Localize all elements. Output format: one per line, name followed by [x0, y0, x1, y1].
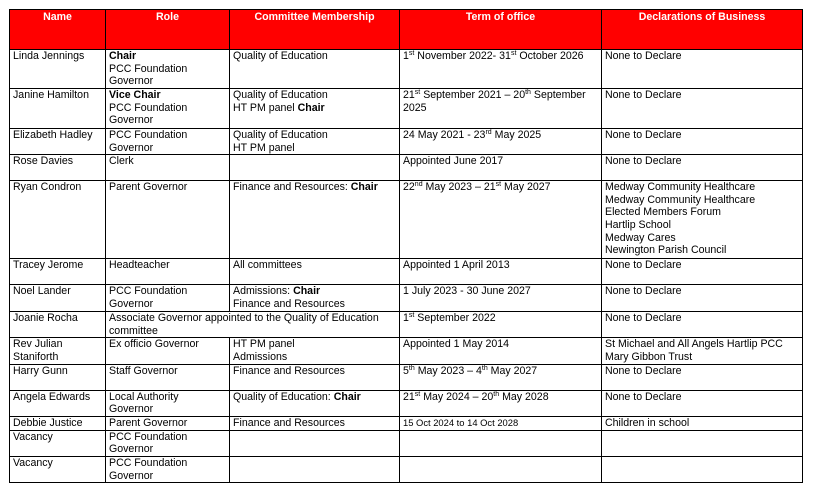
term-text: October 2026 — [516, 50, 584, 62]
role-text: PCC Foundation — [109, 62, 188, 75]
cell-declarations — [602, 89, 803, 129]
role-text: Governor — [109, 114, 154, 127]
cell-term — [400, 129, 602, 155]
term-ordinal: st — [495, 181, 502, 189]
term-text: September 2021 – 20 — [420, 89, 526, 101]
committee-text: Quality of Education — [233, 89, 328, 101]
role-line — [109, 285, 226, 298]
term-text: 1 — [403, 50, 409, 62]
cell-role — [106, 89, 230, 129]
role-text: Governor — [109, 75, 154, 88]
committee-line — [233, 50, 396, 63]
term-ordinal: th — [525, 89, 531, 96]
term-ordinal: th — [481, 364, 488, 372]
role-line — [109, 298, 226, 311]
role-text: Governor — [109, 443, 154, 456]
header-name: Name — [10, 10, 106, 50]
role-line — [109, 443, 226, 456]
table-row — [10, 456, 803, 482]
term-ordinal: th — [493, 390, 500, 398]
table-row — [10, 50, 803, 89]
committee-line — [233, 391, 396, 404]
term-ordinal: st — [408, 312, 415, 320]
term-text: May 2028 — [499, 390, 549, 403]
committee-line — [233, 298, 396, 311]
cell-committee — [230, 364, 400, 390]
table-row — [10, 259, 803, 285]
cell-term — [400, 338, 602, 364]
committee-text: Finance and Resources: — [233, 181, 351, 194]
role-text: Governor — [109, 141, 154, 154]
cell-declarations — [602, 430, 803, 456]
role-text: Governor — [109, 297, 154, 310]
committee-line — [233, 338, 396, 351]
cell-name: Rose Davies — [10, 155, 106, 181]
cell-role — [106, 129, 230, 155]
cell-committee — [230, 89, 400, 129]
declaration-line: None to Declare — [605, 50, 682, 62]
cell-term — [400, 50, 602, 89]
header-term: Term of office — [400, 10, 602, 50]
role-text: Local Authority — [109, 390, 179, 403]
committee-text: HT PM panel — [233, 101, 298, 114]
cell-term — [400, 89, 602, 129]
role-line — [109, 89, 226, 102]
cell-role — [106, 285, 230, 312]
declaration-line: None to Declare — [605, 285, 682, 298]
role-text: PCC Foundation — [109, 129, 188, 141]
role-line — [109, 391, 226, 404]
role-text: Headteacher — [109, 259, 170, 272]
role-line — [109, 181, 226, 194]
cell-name: Janine Hamilton — [10, 89, 106, 129]
cell-term — [400, 364, 602, 390]
cell-name: Ryan Condron — [10, 181, 106, 259]
role-line — [109, 259, 226, 272]
cell-committee — [230, 416, 400, 430]
cell-role — [106, 50, 230, 89]
term-ordinal: nd — [414, 181, 423, 189]
term-text: May 2024 – 20 — [420, 390, 494, 403]
header-declarations: Declarations of Business — [602, 10, 803, 50]
role-line — [109, 114, 226, 127]
declaration-line: Hartlip School — [605, 218, 671, 231]
term-ordinal: rd — [485, 129, 492, 136]
committee-text: Finance and Resources — [233, 364, 345, 377]
committee-line — [233, 129, 396, 142]
cell-committee — [230, 390, 400, 416]
committee-text: HT PM panel — [233, 141, 295, 154]
declaration-line: None to Declare — [605, 89, 682, 101]
cell-name: Vacancy — [10, 456, 106, 482]
cell-declarations — [602, 416, 803, 430]
committee-text: All committees — [233, 259, 302, 272]
cell-name: Harry Gunn — [10, 364, 106, 390]
cell-committee — [230, 456, 400, 482]
table-row — [10, 129, 803, 155]
committee-text: Admissions: — [233, 285, 294, 298]
term-text: Appointed 1 April 2013 — [403, 259, 510, 272]
table-row — [10, 285, 803, 312]
role-line — [109, 155, 226, 168]
cell-term — [400, 430, 602, 456]
role-text: Clerk — [109, 155, 134, 168]
term-text: Appointed June 2017 — [403, 155, 504, 168]
cell-declarations — [602, 181, 803, 259]
declaration-line: None to Declare — [605, 129, 682, 141]
cell-role — [106, 390, 230, 416]
committee-chair-label: Chair — [350, 181, 378, 194]
declaration-line: Newington Parish Council — [605, 244, 727, 257]
cell-term — [400, 181, 602, 259]
cell-term — [400, 312, 602, 338]
governors-table — [9, 9, 803, 483]
term-ordinal: th — [408, 364, 415, 372]
cell-role — [106, 416, 230, 430]
cell-declarations — [602, 50, 803, 89]
cell-role — [106, 181, 230, 259]
cell-declarations — [602, 155, 803, 181]
declaration-line: Medway Cares — [605, 231, 676, 244]
cell-role — [106, 364, 230, 390]
role-text: Parent Governor — [109, 181, 188, 194]
cell-role — [106, 338, 230, 364]
committee-text: Quality of Education — [233, 50, 328, 62]
term-text: May 2025 — [491, 129, 542, 141]
cell-declarations — [602, 312, 803, 338]
cell-committee — [230, 181, 400, 259]
declaration-line: None to Declare — [605, 390, 682, 403]
term-ordinal: st — [510, 50, 517, 57]
declaration-line: Children in school — [605, 416, 690, 429]
cell-term — [400, 416, 602, 430]
declaration-line: Elected Members Forum — [605, 206, 721, 219]
committee-line — [233, 351, 396, 364]
declaration-line: None to Declare — [605, 259, 682, 272]
term-text: 22 — [403, 181, 415, 194]
cell-declarations — [602, 259, 803, 285]
cell-name: Vacancy — [10, 430, 106, 456]
table-row — [10, 364, 803, 390]
term-ordinal: st — [414, 390, 421, 398]
cell-role — [106, 430, 230, 456]
cell-term — [400, 155, 602, 181]
header-row — [10, 10, 803, 50]
role-line — [109, 63, 226, 76]
cell-term — [400, 456, 602, 482]
cell-committee — [230, 285, 400, 312]
declaration-line: None to Declare — [605, 312, 682, 325]
cell-name: Rev Julian Staniforth — [10, 338, 106, 364]
cell-name: Linda Jennings — [10, 50, 106, 89]
term-text: November 2022- 31 — [414, 50, 511, 62]
term-text: May 2027 — [487, 364, 538, 377]
cell-committee — [230, 338, 400, 364]
cell-term — [400, 259, 602, 285]
committee-text: Quality of Education: — [233, 390, 334, 403]
cell-declarations — [602, 285, 803, 312]
cell-role — [106, 456, 230, 482]
cell-name: Tracey Jerome — [10, 259, 106, 285]
term-text: September 2022 — [414, 312, 496, 325]
role-text: Governor — [109, 403, 154, 416]
cell-declarations — [602, 456, 803, 482]
committee-line — [233, 417, 396, 430]
committee-text: Quality of Education — [233, 129, 328, 141]
committee-line — [233, 259, 396, 272]
table-row — [10, 338, 803, 364]
role-line — [109, 338, 226, 351]
role-text: PCC Foundation — [109, 456, 188, 469]
role-text: Vice Chair — [109, 89, 161, 101]
committee-line — [233, 89, 396, 102]
declaration-line: Mary Gibbon Trust — [605, 350, 693, 363]
committee-text: HT PM panel — [233, 338, 295, 351]
declaration-line: Medway Community Healthcare — [605, 181, 756, 194]
role-text: Staff Governor — [109, 364, 178, 377]
cell-committee — [230, 259, 400, 285]
term-text: May 2027 — [501, 181, 551, 194]
committee-chair-label: Chair — [333, 390, 361, 403]
role-text: Chair — [109, 50, 137, 62]
role-line — [109, 365, 226, 378]
term-text: 21 — [403, 390, 415, 403]
declaration-line: None to Declare — [605, 364, 682, 377]
committee-line — [233, 142, 396, 155]
term-text: Appointed 1 May 2014 — [403, 338, 510, 351]
cell-declarations — [602, 338, 803, 364]
role-line — [109, 102, 226, 115]
cell-committee — [230, 129, 400, 155]
cell-name: Debbie Justice — [10, 416, 106, 430]
term-ordinal: st — [414, 89, 421, 96]
committee-chair-label: Chair — [297, 101, 325, 114]
committee-line — [233, 285, 396, 298]
table-row — [10, 312, 803, 338]
term-text: 15 Oct 2024 to 14 Oct 2028 — [403, 416, 519, 428]
declaration-line: None to Declare — [605, 155, 682, 168]
role-line — [109, 470, 226, 483]
term-ordinal: st — [408, 50, 415, 57]
table-row — [10, 390, 803, 416]
role-line — [109, 129, 226, 142]
role-text: PCC Foundation — [109, 430, 188, 443]
cell-committee — [230, 430, 400, 456]
term-text: 24 May 2021 - 23 — [403, 129, 486, 141]
cell-role — [106, 155, 230, 181]
committee-line — [233, 181, 396, 194]
role-text: PCC Foundation — [109, 101, 188, 114]
committee-text: Finance and Resources — [233, 416, 345, 429]
cell-committee — [230, 50, 400, 89]
cell-name: Elizabeth Hadley — [10, 129, 106, 155]
role-line — [109, 457, 226, 470]
cell-committee — [230, 155, 400, 181]
cell-declarations — [602, 129, 803, 155]
role-text: Ex officio Governor — [109, 338, 199, 351]
term-text: September 2025 — [403, 89, 586, 114]
role-line — [109, 403, 226, 416]
term-text: 1 July 2023 - 30 June 2027 — [403, 285, 531, 298]
cell-name: Joanie Rocha — [10, 312, 106, 338]
cell-term — [400, 285, 602, 312]
cell-role-merged: Associate Governor appointed to the Quality of Education committee — [106, 312, 400, 338]
cell-name: Noel Lander — [10, 285, 106, 312]
role-text: Parent Governor — [109, 416, 188, 429]
cell-role — [106, 259, 230, 285]
role-text: PCC Foundation — [109, 285, 188, 298]
declaration-line: Medway Community Healthcare — [605, 193, 756, 206]
committee-text: Admissions — [233, 350, 288, 363]
role-line — [109, 142, 226, 155]
table-row — [10, 416, 803, 430]
header-role: Role — [106, 10, 230, 50]
header-committee: Committee Membership — [230, 10, 400, 50]
cell-declarations — [602, 390, 803, 416]
committee-chair-label: Chair — [293, 285, 321, 298]
role-line — [109, 75, 226, 88]
cell-declarations — [602, 364, 803, 390]
committee-line — [233, 365, 396, 378]
term-text: May 2023 – 21 — [422, 181, 496, 194]
table-row — [10, 181, 803, 259]
committee-line — [233, 102, 396, 115]
role-line — [109, 431, 226, 444]
role-line — [109, 50, 226, 63]
cell-name: Angela Edwards — [10, 390, 106, 416]
committee-text: Finance and Resources — [233, 297, 345, 310]
table-row — [10, 430, 803, 456]
role-line — [109, 417, 226, 430]
role-text: Governor — [109, 469, 154, 482]
term-text: 1 — [403, 312, 409, 325]
term-text: 5 — [403, 364, 409, 377]
term-text: May 2023 – 4 — [414, 364, 482, 377]
declaration-line: St Michael and All Angels Hartlip PCC — [605, 338, 783, 351]
table-row — [10, 89, 803, 129]
term-text: 21 — [403, 89, 415, 101]
table-row — [10, 155, 803, 181]
cell-term — [400, 390, 602, 416]
